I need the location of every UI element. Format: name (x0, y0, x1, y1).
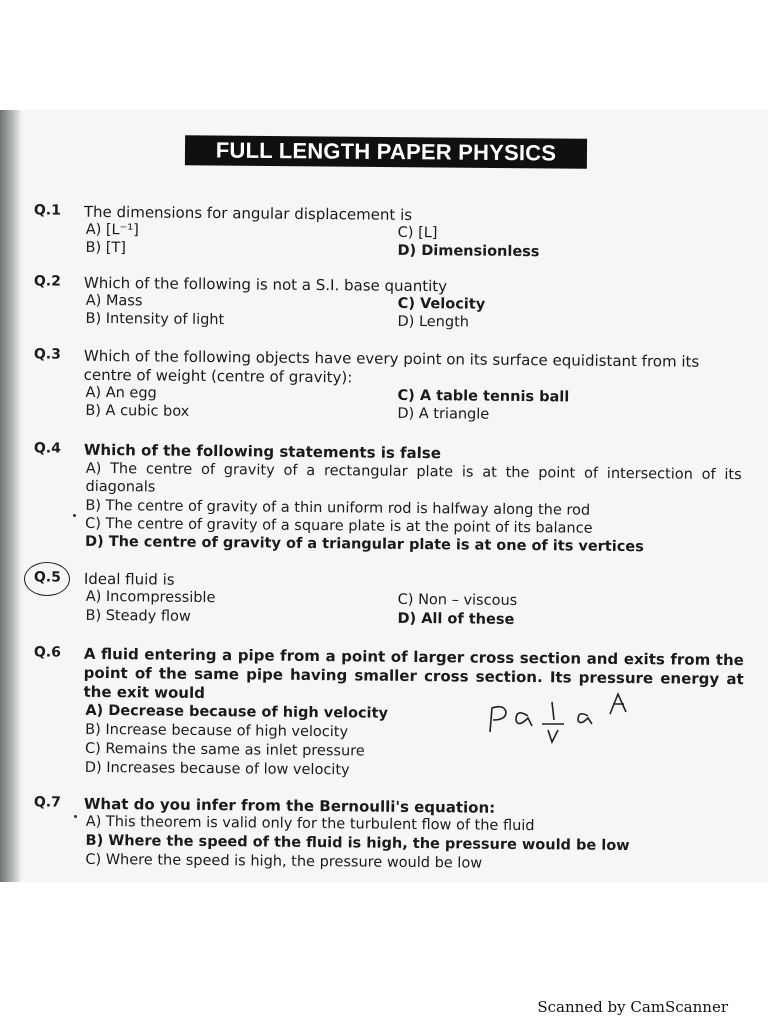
option-b-correct: B) Where the speed of the fluid is high, the pressure would be low (85, 832, 630, 855)
option-d-correct: D) Dimensionless (397, 242, 540, 261)
question-text: Which of the following statements is false (83, 440, 442, 463)
option-d-correct: D) The centre of gravity of a triangular plate is at one of its vertices (84, 533, 644, 556)
handwritten-note (486, 690, 646, 754)
option-a: A) This theorem is valid only for the turbulent flow of the fluid (85, 813, 535, 835)
option-c: C) Remains the same as inlet pressure (84, 740, 365, 760)
option-b: B) [T] (85, 239, 127, 257)
option-a: A) An egg (85, 384, 157, 402)
handwritten-formula (486, 690, 646, 748)
question-text: The dimensions for angular displacement is (83, 202, 413, 224)
question-text: Which of the following objects have every point on its surface equidistant from its centre of weight (centre of gravity): (83, 346, 700, 387)
option-c-correct: C) A table tennis ball (397, 387, 570, 406)
question-number: Q.6 (33, 644, 61, 661)
paper-title: FULL LENGTH PAPER PHYSICS (185, 135, 587, 169)
option-a: A) [L⁻¹] (85, 221, 139, 239)
option-b: B) Intensity of light (85, 310, 225, 329)
question-number: Q.7 (33, 794, 61, 811)
option-a: A) The centre of gravity of a rectangular plate is at the point of intersection of its diagonals (85, 460, 742, 496)
question-text: Ideal fluid is (83, 569, 175, 589)
option-b: B) Steady flow (85, 607, 191, 625)
paper-shadow-edge (0, 110, 22, 882)
option-d: D) A triangle (397, 405, 490, 423)
question-number: Q.2 (33, 273, 61, 290)
option-c: C) [L] (397, 224, 438, 242)
option-b: B) A cubic box (85, 402, 190, 420)
question-number: Q.5 (33, 569, 61, 586)
option-a: A) Incompressible (85, 588, 216, 607)
option-b: B) Increase because of high velocity (85, 721, 349, 741)
pen-dot (73, 514, 76, 517)
option-b: B) The centre of gravity of a thin uniform rod is halfway along the rod (85, 497, 591, 519)
option-c: C) Where the speed is high, the pressure would be low (85, 851, 483, 872)
option-d-correct: D) All of these (397, 610, 515, 628)
question-number: Q.4 (33, 440, 61, 457)
option-a: A) Mass (85, 292, 143, 310)
option-c: C) The centre of gravity of a square plate is at the point of its balance (85, 515, 593, 537)
option-c: C) Non – viscous (397, 591, 518, 609)
option-d: D) Length (397, 313, 470, 331)
question-number: Q.3 (33, 346, 61, 363)
question-text: A fluid entering a pipe from a point of larger cross section and exits from the point of the same pipe having smaller cross section. Its pressure energy at the exit would (83, 644, 744, 702)
question-text: What do you infer from the Bernoulli's equation: (83, 794, 496, 817)
question-text: Which of the following is not a S.I. base quantity (83, 273, 448, 296)
pen-dot (74, 815, 77, 818)
option-d: D) Increases because of low velocity (84, 759, 350, 779)
option-c-correct: C) Velocity (397, 295, 486, 313)
scanner-watermark: Scanned by CamScanner (537, 998, 728, 1016)
question-number: Q.1 (33, 202, 61, 219)
option-a-correct: A) Decrease because of high velocity (85, 702, 389, 722)
